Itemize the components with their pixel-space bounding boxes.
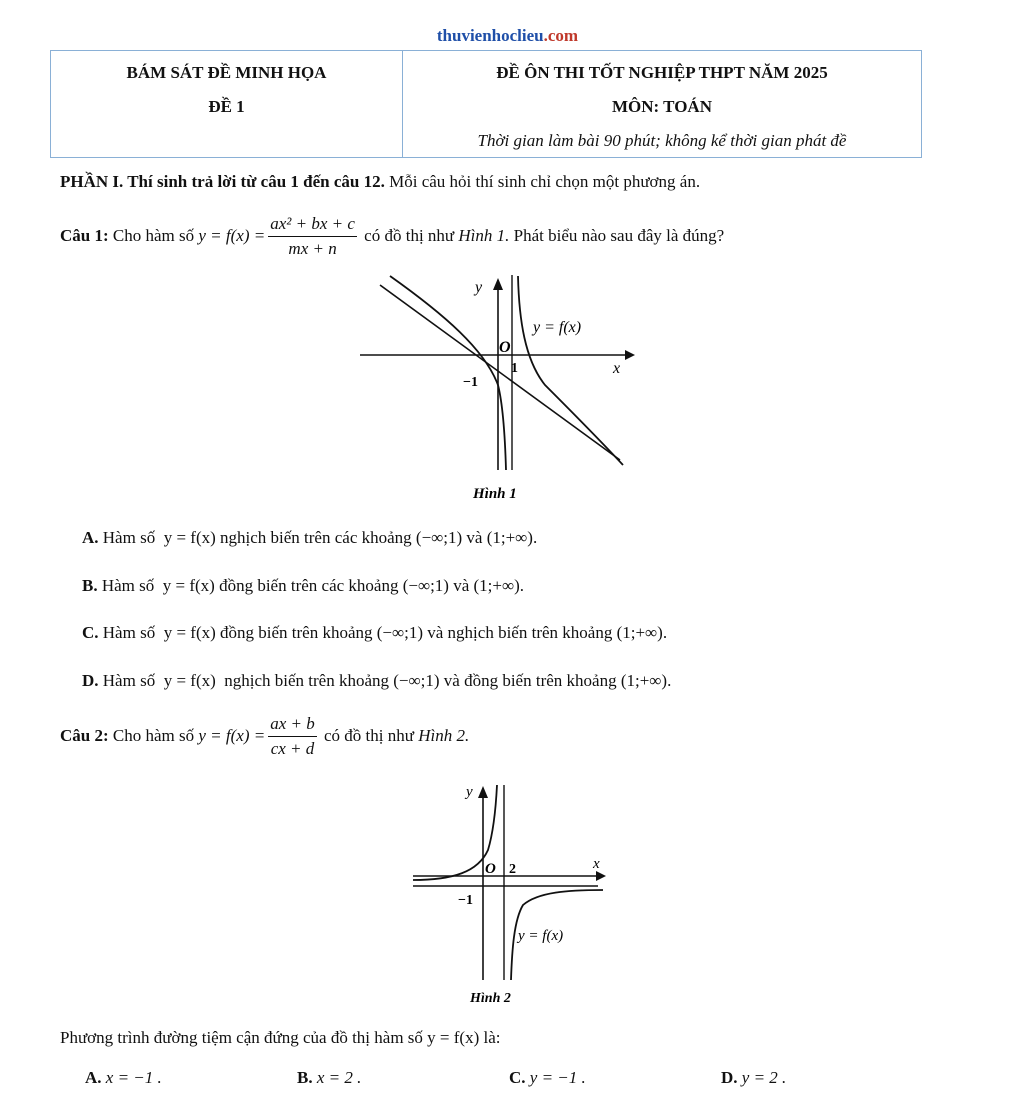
header-right (403, 51, 921, 158)
answer-letter: B. (297, 1068, 313, 1087)
origin-label: O (499, 339, 511, 356)
y-label: y (466, 784, 473, 800)
q1-lead: Cho hàm số (108, 226, 199, 245)
exam-header (50, 50, 922, 158)
site-domain: .com (543, 26, 579, 45)
q1-mid: có đồ thị như (359, 226, 459, 245)
curve-label: y = f(x) (518, 928, 564, 944)
q2-label: Câu 2: (60, 726, 109, 745)
q1-option-b[interactable] (82, 576, 524, 596)
option-letter: A. (82, 528, 99, 547)
answer-text: y = 2 . (737, 1068, 787, 1087)
header-right-title: ĐỀ ÔN THI TỐT NGHIỆP THPT NĂM 2025 (496, 63, 828, 82)
header-right-time: Thời gian làm bài 90 phút; không kể thời gian phát đề (477, 131, 847, 150)
curve-label: y = f(x) (533, 319, 582, 336)
option-text: Hàm số y = f(x) đồng biến trên các khoảng (−∞;1) và (1;+∞). (97, 576, 525, 595)
x-label: x (613, 360, 621, 377)
q1-fraction (268, 214, 357, 259)
figure-2-caption: Hình 2 (470, 991, 511, 1006)
q2-numerator: ax + b (268, 714, 317, 737)
q2-fig-ref: Hình 2. (418, 726, 470, 745)
q1-func: y = f(x) = (198, 226, 266, 245)
oblique-asymptote (380, 285, 620, 460)
site-watermark (0, 26, 1015, 46)
q2-answer-a[interactable] (85, 1068, 162, 1088)
q2-mid: có đồ thị như (319, 726, 419, 745)
option-text: Hàm số y = f(x) nghịch biến trên khoảng (−∞;1) và đồng biến trên khoảng (1;+∞). (98, 671, 672, 690)
q1-option-c[interactable] (82, 623, 667, 643)
x-label: x (593, 856, 600, 872)
option-letter: D. (82, 671, 99, 690)
header-left (51, 51, 402, 124)
q1-denominator: mx + n (288, 238, 337, 258)
y-axis-arrow (493, 278, 503, 290)
part1-rest: Mỗi câu hỏi thí sinh chỉ chọn một phương án. (384, 172, 701, 191)
answer-text: x = 2 . (312, 1068, 362, 1087)
answer-letter: A. (85, 1068, 102, 1087)
header-right-subject: MÔN: TOÁN (612, 97, 712, 116)
x-axis-arrow (625, 350, 635, 360)
q2-answer-c[interactable] (509, 1068, 586, 1088)
part1-bold: PHẦN I. Thí sinh trả lời từ câu 1 đến câu 12. (60, 172, 385, 191)
header-left-title: BÁM SÁT ĐỀ MINH HỌA (126, 63, 327, 82)
q2-lead: Cho hàm số (108, 726, 199, 745)
x-axis-arrow (596, 871, 606, 881)
q1-fig-ref: Hình 1. (458, 226, 510, 245)
option-letter: C. (82, 623, 99, 642)
q2-answer-d[interactable] (721, 1068, 786, 1088)
site-brand: thuvienhoclieu (436, 26, 544, 45)
q2-denominator: cx + d (270, 738, 315, 758)
q1-numerator: ax² + bx + c (268, 214, 357, 237)
q2-answer-b[interactable] (297, 1068, 361, 1088)
origin-label: O (485, 861, 496, 877)
q2-fraction (268, 714, 317, 759)
figure-2-graph (408, 780, 613, 1010)
figure-1-graph (355, 270, 635, 510)
q1-label: Câu 1: (60, 226, 109, 245)
part1-instruction (60, 172, 700, 192)
q1-option-a[interactable] (82, 528, 537, 548)
figure-1-caption: Hình 1 (473, 486, 517, 502)
q1-tail: Phát biểu nào sau đây là đúng? (509, 226, 725, 245)
header-left-code: ĐỀ 1 (208, 97, 245, 116)
q2-stem (60, 710, 469, 762)
q2-func: y = f(x) = (198, 726, 266, 745)
answer-text: x = −1 . (101, 1068, 162, 1087)
x-tick-2: 2 (509, 862, 516, 877)
q1-stem (60, 210, 724, 262)
q2-question: Phương trình đường tiệm cận đứng của đồ thị hàm số y = f(x) là: (60, 1028, 501, 1047)
y-label: y (475, 279, 483, 296)
y-axis-arrow (478, 786, 488, 798)
option-text: Hàm số y = f(x) nghịch biến trên các khoảng (−∞;1) và (1;+∞). (98, 528, 538, 547)
q1-option-d[interactable] (82, 671, 671, 691)
answer-letter: C. (509, 1068, 526, 1087)
curve-right-branch (518, 276, 623, 465)
answer-text: y = −1 . (525, 1068, 586, 1087)
y-tick-minus-1: −1 (458, 893, 473, 908)
option-letter: B. (82, 576, 98, 595)
answer-letter: D. (721, 1068, 738, 1087)
x-tick-1: 1 (511, 361, 518, 376)
option-text: Hàm số y = f(x) đồng biến trên khoảng (−∞;1) và nghịch biến trên khoảng (1;+∞). (98, 623, 668, 642)
y-tick-minus-1: −1 (463, 375, 478, 390)
